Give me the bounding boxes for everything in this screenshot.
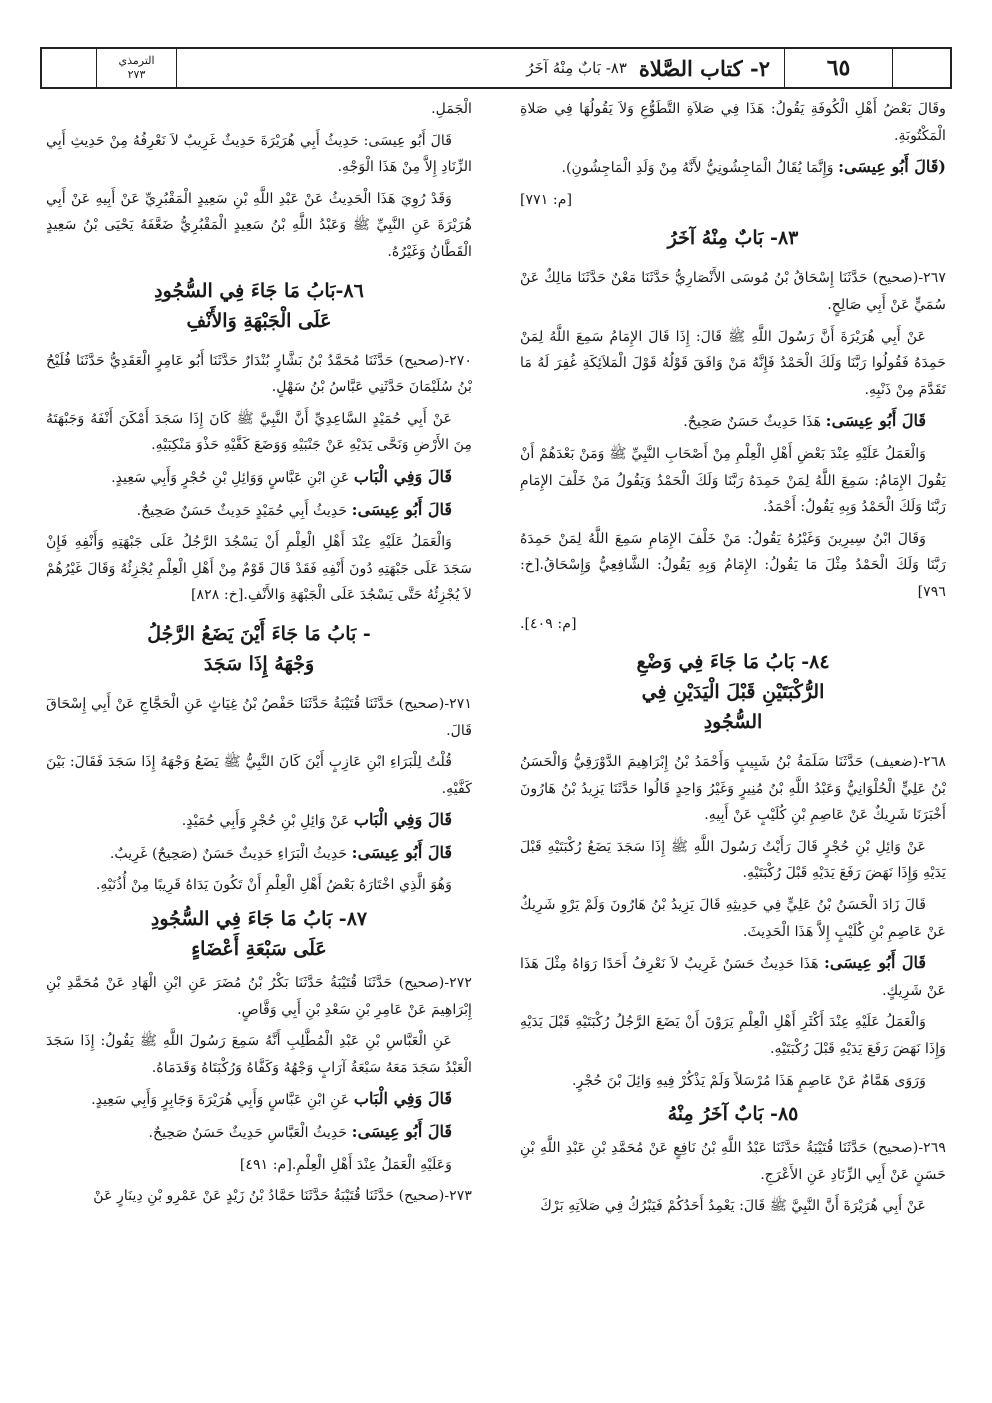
header-blank-cell bbox=[42, 49, 96, 87]
commentary: وَقَدْ رُوِيَ هَذَا الْحَدِيثُ عَنْ عَبْدِ اللَّهِ بْنِ سَعِيدٍ الْمَقْبُرِيِّ عَنْ أَبِيهِ عَنْ أَبِي هُرَيْرَةَ عَنِ النَّبِيِّ ﷺ وَعَبْدُ اللَّهِ بْنُ سَعِيدٍ الْمَقْبُرِيُّ ضَعَّفَهُ يَحْيَى بْنُ سَعِيدٍ الْقَطَّانُ وَغَيْرُهُ. bbox=[46, 190, 472, 260]
chapter-heading: ٨٣- بَابٌ مِنْهُ آخَرُ bbox=[667, 227, 799, 250]
header-title-cell bbox=[176, 49, 784, 87]
chapter-parallels bbox=[46, 807, 472, 835]
parallels-text: عَنِ ابْنِ عَبَّاسٍ وَأَبِي هُرَيْرَةَ وَجَابِرٍ وَأَبِي سَعِيدٍ. bbox=[91, 1092, 350, 1109]
right-column bbox=[520, 96, 946, 1386]
speaker-lead: قَالَ أَبُو عِيسَى: bbox=[351, 499, 452, 519]
paragraph: وقَالَ بَعْضُ أَهْلِ الْكُوفَةِ يَقُولُ: هَذَا فِي صَلاَةِ التَّطَوُّعِ وَلاَ يَقُولُهَا فِي صَلاةِ الْمَكْتُوبَةِ. bbox=[520, 101, 946, 144]
speaker-lead: قَالَ أَبُو عِيسَى: bbox=[351, 842, 452, 862]
chapter-heading-line: وَجْهَهُ إِذَا سَجَدَ bbox=[203, 652, 315, 675]
commentary: وَهُوَ الَّذِي اخْتَارَهُ بَعْضُ أَهْلِ الْعِلْمِ أَنْ تَكُونَ يَدَاهُ قَرِيبًا مِنْ أُذُنَيْهِ. bbox=[95, 877, 452, 894]
commentary: وَقَالَ ابْنُ سِيرِينَ وَغَيْرُهُ يَقُولُ: مَنْ خَلْفَ الإِمَامِ سَمِعَ اللَّهُ لِمَنْ حَمِدَهُ رَبَّنَا وَلَكَ الْحَمْدُ مِثْلَ مَا يَقُولُ: الإِمَامُ وَبِهِ يَقُولُ: الشَّافِعِيُّ وَإِسْحَاقُ.[خ: ٧٩٦] bbox=[520, 530, 946, 600]
reference-note: [م: ٤٠٩]. bbox=[520, 615, 577, 632]
speaker-lead: (قَالَ أَبُو عِيسَى: bbox=[838, 157, 946, 177]
chapter-heading: ٨٥- بَابٌ آخَرُ مِنْهُ bbox=[667, 1103, 799, 1126]
speaker-lead: قَالَ وَفِي الْبَاب bbox=[353, 810, 452, 830]
parallels-text: عَنِ ابْنِ عَبَّاسٍ وَوَائِلِ بْنِ حُجْرٍ وَأَبِي سَعِيدٍ. bbox=[111, 469, 350, 486]
chapter-heading bbox=[46, 276, 472, 336]
speaker-lead: قَالَ أَبُو عِيسَى: bbox=[823, 953, 926, 973]
paragraph bbox=[520, 154, 946, 182]
grading-text: حَدِيثُ الْعَبَّاسِ حَدِيثٌ حَسَنٌ صَحِيحٌ. bbox=[148, 1125, 348, 1142]
chapter-heading-line: ٨٤- بَابُ مَا جَاءَ فِي وَضْعِ bbox=[636, 651, 830, 674]
paragraph: الْجَمَلِ. bbox=[431, 101, 472, 117]
hadith-chain: ٢٧٣-(صحيح) حَدَّثَنَا قُتَيْبَةُ حَدَّثَنَا حَمَّادُ بْنُ زَيْدٍ عَنْ عَمْرِو بْنِ دِينَارٍ عَنْ bbox=[93, 1188, 472, 1205]
chapter-parallels bbox=[46, 464, 472, 492]
chapter-heading bbox=[520, 647, 946, 737]
chapter-heading-line: السُّجُودِ bbox=[703, 711, 763, 734]
grading-text: حَدِيثُ أَبِي حُمَيْدٍ حَدِيثٌ حَسَنٌ صَحِيحٌ. bbox=[136, 502, 348, 519]
book-title: ٢- كتاب الصَّلاة bbox=[638, 55, 770, 81]
paragraph-text: وَإِنَّمَا يُقَالُ الْمَاجِشُونِيُّ لأَنَّهُ مِنْ وَلَدِ الْمَاجِشُونِ). bbox=[561, 160, 834, 177]
grading bbox=[46, 840, 472, 868]
commentary: قَالَ أَبُو عِيسَى: حَدِيثُ أَبِي هُرَيْرَةَ حَدِيثٌ غَرِيبٌ لاَ نَعْرِفُهُ مِنْ حَدِيثِ أَبِي الزِّنَادِ إِلاَّ مِنْ هَذَا الْوَجْهِ. bbox=[46, 132, 472, 176]
chapter-heading-line: - بَابُ مَا جَاءَ أَيْنَ يَضَعُ الرَّجُلُ bbox=[147, 622, 371, 645]
speaker-lead: قَالَ أَبُو عِيسَى: bbox=[351, 1122, 452, 1142]
reference-note: [م: ٧٧١] bbox=[520, 191, 573, 208]
page-number: ٦٥ bbox=[784, 49, 892, 87]
hadith-chain: ٢٦٧-(صحيح) حَدَّثَنَا إِسْحَاقُ بْنُ مُوسَى الأَنْصَارِيُّ حَدَّثَنَا مَعْنٌ حَدَّثَنَا مَالِكٌ عَنْ سُمَيٍّ عَنْ أَبِي صَالِحٍ. bbox=[520, 270, 946, 313]
chapter-heading-line: عَلَى سَبْعَةِ أَعْضَاءٍ bbox=[191, 938, 327, 961]
commentary: وَالْعَمَلُ عَلَيْهِ عِنْدَ بَعْضِ أَهْلِ الْعِلْمِ مِنْ أَصْحَابِ النَّبِيِّ ﷺ وَمَنْ بَعْدَهُمْ أَنْ يَقُولَ الإِمَامُ: سَمِعَ اللَّهُ لِمَنْ حَمِدَهُ رَبَّنَا وَلَكَ الْحَمْدُ وَيَقُولُ مَنْ خَلْفَ الإِمَامِ رَبَّنَا وَلَكَ الْحَمْدُ وَبِهِ يَقُولُ: أَحْمَدُ. bbox=[520, 445, 946, 516]
chapter-parallels bbox=[46, 1086, 472, 1114]
source-cell bbox=[96, 49, 176, 87]
commentary: قَالَ زَادَ الْحَسَنُ بْنُ عَلِيٍّ فِي حَدِيثِهِ قَالَ يَزِيدُ بْنُ هَارُونَ وَلَمْ يَرْوِ شَرِيكٌ عَنْ عَاصِمِ بْنِ كُلَيْبٍ إِلاَّ هَذَا الْحَدِيثَ. bbox=[520, 897, 946, 940]
speaker-lead: قَالَ أَبُو عِيسَى: bbox=[825, 411, 926, 431]
grading bbox=[46, 1119, 472, 1147]
header-blank-cell bbox=[892, 49, 950, 87]
grading-text: هَذَا حَدِيثٌ حَسَنٌ صَحِيحٌ. bbox=[683, 414, 822, 431]
hadith-chain: ٢٧٠-(صحيح) حَدَّثَنَا مُحَمَّدُ بْنُ بَشَّارٍ بُنْدَارٌ حَدَّثَنَا أَبُو عَامِرٍ الْعَقَدِيُّ حَدَّثَنَا فُلَيْحُ بْنُ سُلَيْمَانَ حَدَّثَنِي عَبَّاسُ بْنُ سَهْلٍ. bbox=[46, 352, 472, 396]
speaker-lead: قَالَ وَفِي الْبَاب bbox=[353, 1089, 452, 1109]
chapter-heading-line: ٨٦-بَابُ مَا جَاءَ فِي السُّجُودِ bbox=[154, 279, 364, 302]
parallels-text: عَنْ وَائِلِ بْنِ حُجْرٍ وَأَبِي حُمَيْدٍ. bbox=[181, 813, 350, 830]
chapter-heading-line: عَلَى الْجَبْهَةِ وَالأَنْفِ bbox=[186, 309, 332, 332]
hadith-text: عَنْ وَائِلِ بْنِ حُجْرٍ قَالَ رَأَيْتُ رَسُولَ اللَّهِ ﷺ إِذَا سَجَدَ يَضَعُ رُكْبَتَيْهِ قَبْلَ يَدَيْهِ وَإِذَا نَهَضَ رَفَعَ يَدَيْهِ قَبْلَ رُكْبَتَيْهِ. bbox=[520, 838, 946, 882]
commentary: وَالْعَمَلُ عَلَيْهِ عِنْدَ أَكْثَرِ أَهْلِ الْعِلْمِ يَرَوْنَ أَنْ يَضَعَ الرَّجُلُ رُكْبَتَيْهِ قَبْلَ يَدَيْهِ وَإِذَا نَهَضَ رَفَعَ يَدَيْهِ قَبْلَ رُكْبَتَيْهِ. bbox=[520, 1014, 946, 1058]
source-name: الترمذي bbox=[118, 54, 155, 67]
hadith-chain: ٢٦٩-(صحيح) حَدَّثَنَا قُتَيْبَةُ حَدَّثَنَا عَبْدُ اللَّهِ بْنُ نَافِعٍ عَنْ مُحَمَّدِ بْنِ عَبْدِ اللَّهِ بْنِ حَسَنٍ عَنْ أَبِي الزِّنَادِ عَنِ الأَعْرَجِ. bbox=[520, 1140, 946, 1183]
grading bbox=[46, 497, 472, 525]
grading-text: حَدِيثُ الْبَرَاءِ حَدِيثٌ حَسَنٌ (صَحِيحٌ) غَرِيبٌ. bbox=[109, 845, 348, 862]
hadith-text: عَنِ الْعَبَّاسِ بْنِ عَبْدِ الْمُطَّلِبِ أَنَّهُ سَمِعَ رَسُولَ اللَّهِ ﷺ يَقُولُ: إِذَا سَجَدَ الْعَبْدُ سَجَدَ مَعَهُ سَبْعَةُ آرَابٍ وَجْهُهُ وَكَفَّاهُ وَرُكْبَتَاهُ وَقَدَمَاهُ. bbox=[46, 1033, 472, 1076]
commentary: وَعَلَيْهِ الْعَمَلُ عِنْدَ أَهْلِ الْعِلْمِ.[م: ٤٩١] bbox=[239, 1156, 452, 1173]
grading bbox=[520, 950, 946, 1004]
hadith-text: عَنْ أَبِي هُرَيْرَةَ أَنَّ النَّبِيَّ ﷺ قَالَ: يَعْمِدُ أَحَدُكُمْ فَيَبْرُكُ فِي صَلاَتِهِ بَرْكَ bbox=[540, 1198, 926, 1215]
chapter-heading bbox=[46, 904, 472, 964]
hadith-chain: ٢٧٢-(صحيح) حَدَّثَنَا قُتَيْبَةُ حَدَّثَنَا بَكْرُ بْنُ مُضَرَ عَنِ ابْنِ الْهَادِ عَنْ مُحَمَّدِ بْنِ إِبْرَاهِيمَ عَنْ عَامِرِ بْنِ سَعْدِ بْنِ أَبِي وَقَّاصٍ. bbox=[46, 975, 472, 1018]
chapter-heading-line: ٨٧- بَابُ مَا جَاءَ فِي السُّجُودِ bbox=[150, 908, 368, 931]
chapter-heading-line: الرُّكْبَتَيْنِ قَبْلَ الْيَدَيْنِ فِي bbox=[641, 681, 825, 704]
hadith-chain: ٢٦٨-(ضعيف) حَدَّثَنَا سَلَمَةُ بْنُ شَبِيبٍ وَأَحْمَدُ بْنُ إِبْرَاهِيمَ الدَّوْرَقِيُّ وَالْحَسَنُ بْنُ عَلِيٍّ الْحُلْوَانِيُّ وَعَبْدُ اللَّهِ بْنُ مُنِيرٍ وَغَيْرُ وَاحِدٍ قَالُوا حَدَّثَنَا يَزِيدُ بْنُ هَارُونَ أَخْبَرَنَا شَرِيكٌ عَنْ عَاصِمِ بْنِ كُلَيْبٍ عَنْ أَبِيهِ. bbox=[520, 754, 946, 824]
grading bbox=[520, 408, 946, 436]
commentary: وَرَوَى هَمَّامٌ عَنْ عَاصِمٍ هَذَا مُرْسَلاً وَلَمْ يَذْكُرْ فِيهِ وَائِلَ بْنَ حُجْرٍ. bbox=[571, 1072, 926, 1089]
running-header bbox=[40, 47, 952, 89]
chapter-heading bbox=[46, 619, 472, 679]
chapter-title: ٨٣- بَابٌ مِنْهُ آخَرُ bbox=[526, 59, 627, 77]
commentary: وَالْعَمَلُ عَلَيْهِ عِنْدَ أَهْلِ الْعِلْمِ أَنْ يَسْجُدَ الرَّجُلُ عَلَى جَبْهَتِهِ وَأَنْفِهِ فَإِنْ سَجَدَ عَلَى جَبْهَتِهِ دُونَ أَنْفِهِ فَقَدْ قَالَ قَوْمٌ مِنْ أَهْلِ الْعِلْمِ يُجْزِئُهُ وَقَالَ غَيْرُهُمْ لاَ يُجْزِئُهُ حَتَّى يَسْجُدَ عَلَى الْجَبْهَةِ وَالأَنْفِ.[خ: ٨٢٨] bbox=[46, 534, 472, 604]
hadith-text: عَنْ أَبِي هُرَيْرَةَ أَنَّ رَسُولَ اللَّهِ ﷺ قَالَ: إِذَا قَالَ الإِمَامُ سَمِعَ اللَّهُ لِمَنْ حَمِدَهُ فَقُولُوا رَبَّنَا وَلَكَ الْحَمْدُ فَإِنَّهُ مَنْ وَافَقَ قَوْلُهُ قَوْلَ الْمَلاَئِكَةِ غُفِرَ لَهُ مَا تَقَدَّمَ مِنْ ذَنْبِهِ. bbox=[520, 328, 946, 398]
source-number: ٢٧٣ bbox=[127, 68, 146, 81]
left-column bbox=[46, 96, 472, 1386]
hadith-chain: ٢٧١-(صحيح) حَدَّثَنَا قُتَيْبَةُ حَدَّثَنَا حَفْصُ بْنُ غِيَاثٍ عَنِ الْحَجَّاجِ عَنْ أَبِي إِسْحَاقَ قَالَ. bbox=[46, 695, 472, 739]
grading-text: هَذَا حَدِيثٌ حَسَنٌ غَرِيبٌ لاَ نَعْرِفُ أَحَدًا رَوَاهُ مِثْلَ هَذَا عَنْ شَرِيكٍ. bbox=[520, 956, 946, 999]
hadith-text: عَنْ أَبِي حُمَيْدٍ السَّاعِدِيِّ أَنَّ النَّبِيَّ ﷺ كَانَ إِذَا سَجَدَ أَمْكَنَ أَنْفَهُ وَجَبْهَتَهُ مِنَ الأَرْضِ وَنَحَّى يَدَيْهِ عَنْ جَنْبَيْهِ وَوَضَعَ كَفَّيْهِ حَذْوَ مَنْكِبَيْهِ. bbox=[46, 410, 472, 454]
hadith-text: قُلْتُ لِلْبَرَاءِ ابْنِ عَازِبٍ أَيْنَ كَانَ النَّبِيُّ ﷺ يَضَعُ وَجْهَهُ إِذَا سَجَدَ فَقَالَ: بَيْنَ كَفَّيْهِ. bbox=[46, 754, 472, 797]
speaker-lead: قَالَ وَفِي الْبَاب bbox=[353, 466, 452, 486]
